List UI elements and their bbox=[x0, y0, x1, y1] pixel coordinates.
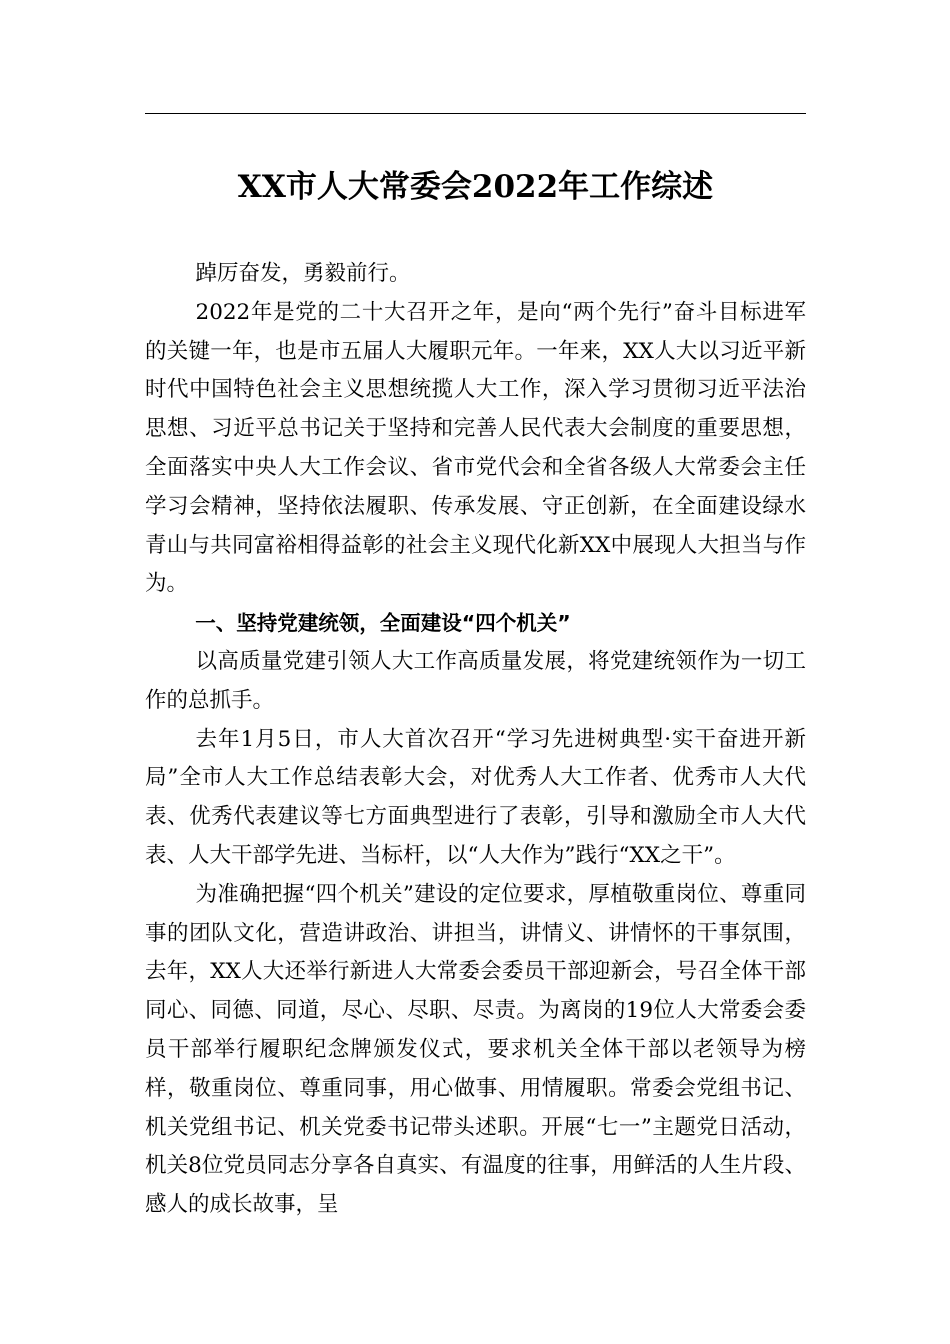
section-heading-1: 一、坚持党建统领，全面建设“四个机关” bbox=[195, 611, 571, 636]
paragraph-commendation-meeting: 去年1月5日，市人大首次召开“学习先进树典型·实干奋进开新局”全市人大工作总结表彰大会，对优秀人大工作者、优秀市人大代表、优秀代表建议等七方面典型进行了表彰，引导和激励全市人大代表、人大干部学先进、当标杆，以“人大作为”践行“XX之干”。 bbox=[145, 726, 806, 868]
paragraph-overview: 2022年是党的二十大召开之年，是向“两个先行”奋斗目标进军的关键一年，也是市五届人大履职元年。一年来，XX人大以习近平新时代中国特色社会主义思想统揽人大工作，深入学习贯彻习近平法治思想、习近平总书记关于坚持和完善人民代表大会制度的重要思想，全面落实中央人大工作会议、省市党代会和全省各级人大常委会主任学习会精神，坚持依法履职、传承发展、守正创新，在全面建设绿水青山与共同富裕相得益彰的社会主义现代化新XX中展现人大担当与作为。 bbox=[145, 299, 806, 597]
paragraph-intro: 踔厉奋发，勇毅前行。 bbox=[195, 261, 411, 286]
paragraph-four-organs: 为准确把握“四个机关”建设的定位要求，厚植敬重岗位、尊重同事的团队文化，营造讲政治、讲担当，讲情义、讲情怀的干事氛围，去年，XX人大还举行新进人大常委会委员干部迎新会，号召全体干部同心、同德、同道，尽心、尽职、尽责。为离岗的19位人大常委会委员干部举行履职纪念牌颁发仪式，要求机关全体干部以老领导为榜样，敬重岗位、尊重同事，用心做事、用情履职。常委会党组书记、机关党组书记、机关党委书记带头述职。开展“七一”主题党日活动，机关8位党员同志分享各自真实、有温度的往事，用鲜活的人生片段、感人的成长故事，呈 bbox=[145, 881, 806, 1218]
paragraph-section-1-summary: 以高质量党建引领人大工作高质量发展，将党建统领作为一切工作的总抓手。 bbox=[145, 648, 806, 713]
header-rule bbox=[145, 113, 806, 114]
document-title: XX市人大常委会2022年工作综述 bbox=[237, 169, 714, 205]
document-body bbox=[145, 255, 806, 1225]
